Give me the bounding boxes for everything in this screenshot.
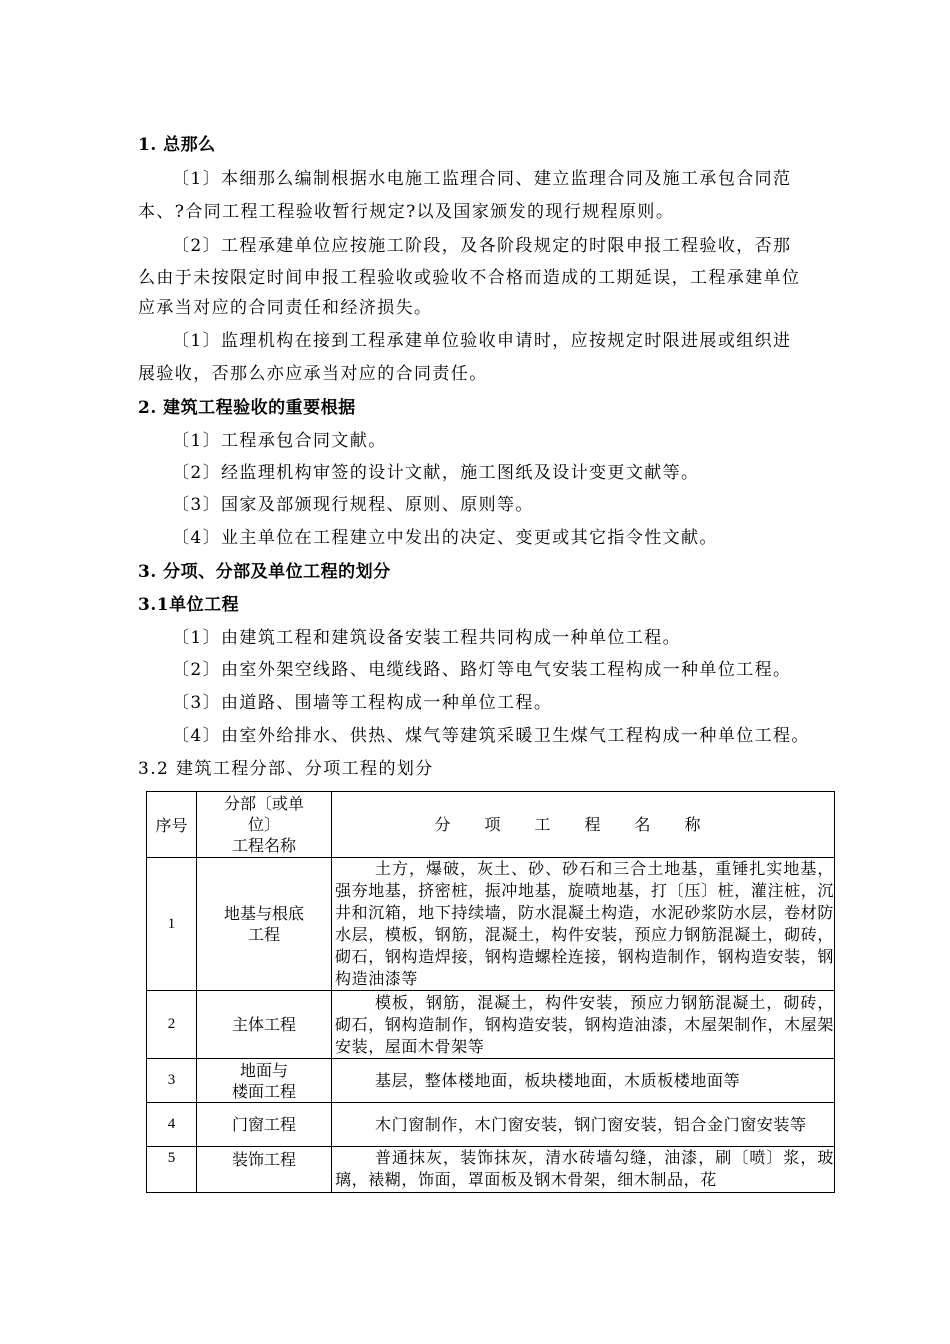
row-no: 2 bbox=[147, 991, 197, 1059]
row-division-line: 门窗工程 bbox=[231, 1115, 296, 1134]
paragraph-line: 〔1〕本细那么编制根据水电施工监理合同、建立监理合同及施工承包合同范 bbox=[172, 169, 792, 189]
row-division-line: 工程 bbox=[247, 925, 280, 944]
row-no: 5 bbox=[147, 1147, 197, 1193]
section-3-2-title: 3.2 建筑工程分部、分项工程的划分 bbox=[138, 759, 434, 779]
section-3-1-title: 3.1单位工程 bbox=[138, 595, 240, 615]
list-item: 〔3〕国家及部颁现行规程、原则、原则等。 bbox=[172, 495, 534, 515]
table-header-row bbox=[147, 792, 835, 858]
section-1-title: 1. 总那么 bbox=[138, 135, 216, 155]
row-division-line: 主体工程 bbox=[231, 1015, 296, 1034]
row-items-text: 基层，整体楼地面，板块楼地面，木质板楼地面等 bbox=[375, 1070, 741, 1090]
row-division bbox=[197, 1147, 332, 1193]
paragraph-line: 〔2〕工程承建单位应按施工阶段，及各阶段规定的时限申报工程验收，否那 bbox=[172, 236, 792, 256]
row-division-line: 装饰工程 bbox=[231, 1150, 296, 1169]
paragraph-line: 本、?合同工程工程验收暂行规定?以及国家颁发的现行规程原则。 bbox=[138, 202, 675, 222]
paragraph-line: 么由于未按限定时间申报工程验收或验收不合格而造成的工期延误，工程承建单位 bbox=[138, 268, 801, 288]
row-items bbox=[332, 1103, 835, 1147]
table-row bbox=[147, 1059, 835, 1103]
list-item: 〔3〕由道路、围墙等工程构成一种单位工程。 bbox=[172, 693, 553, 713]
list-item: 〔4〕由室外给排水、供热、煤气等建筑采暖卫生煤气工程构成一种单位工程。 bbox=[172, 726, 810, 746]
table-row bbox=[147, 858, 835, 991]
row-items-text: 模板，钢筋，混凝土，构件安装，预应力钢筋混凝土，砌砖，砌石，钢构造制作，钢构造安装，钢构造油漆，木屋架制作，木屋架安装，屋面木骨架等 bbox=[335, 992, 834, 1056]
paragraph-line: 应承当对应的合同责任和经济损失。 bbox=[138, 298, 433, 318]
row-no: 4 bbox=[147, 1103, 197, 1147]
list-item: 〔2〕经监理机构审签的设计文献，施工图纸及设计变更文献等。 bbox=[172, 463, 700, 483]
header-no: 序号 bbox=[147, 792, 197, 858]
row-items bbox=[332, 858, 835, 991]
header-items: 分项工程名称 bbox=[332, 792, 835, 858]
section-2-title: 2. 建筑工程验收的重要根据 bbox=[138, 398, 356, 418]
header-division-line: 工程名称 bbox=[231, 836, 296, 855]
row-items-text: 土方，爆破，灰土、砂、砂石和三合土地基，重锤扎实地基，强夯地基，挤密桩，振冲地基，旋喷地基，打〔压〕桩，灌注桩，沉井和沉箱，地下持续墙，防水混凝土构造，水泥砂浆防水层，卷材防水层，模板，钢筋，混凝土，构件安装，预应力钢筋混凝土，砌砖，砌石，钢构造焊接，钢构造螺栓连接，钢构造制作，钢构造安装，钢构造油漆等 bbox=[335, 859, 834, 988]
row-no: 3 bbox=[147, 1059, 197, 1103]
list-item: 〔1〕由建筑工程和建筑设备安装工程共同构成一种单位工程。 bbox=[172, 628, 682, 648]
row-items bbox=[332, 1059, 835, 1103]
header-division-line: 位〕 bbox=[247, 815, 280, 834]
row-division-line: 地面与 bbox=[239, 1060, 288, 1080]
list-item: 〔2〕由室外架空线路、电缆线路、路灯等电气安装工程构成一种单位工程。 bbox=[172, 660, 792, 680]
row-items-text: 木门窗制作，木门窗安装，钢门窗安装，铝合金门窗安装等 bbox=[375, 1114, 807, 1134]
list-item: 〔4〕业主单位在工程建立中发出的决定、变更或其它指令性文献。 bbox=[172, 528, 718, 548]
row-division bbox=[197, 991, 332, 1059]
row-division-line: 地基与根底 bbox=[223, 904, 304, 923]
table-row bbox=[147, 1147, 835, 1193]
division-table bbox=[146, 791, 835, 1193]
row-no: 1 bbox=[147, 858, 197, 991]
header-division-line: 分部〔或单 bbox=[223, 794, 304, 813]
table-row bbox=[147, 1103, 835, 1147]
paragraph-line: 展验收，否那么亦应承当对应的合同责任。 bbox=[138, 364, 488, 384]
row-division-line: 楼面工程 bbox=[231, 1081, 296, 1101]
table-row bbox=[147, 991, 835, 1059]
row-items bbox=[332, 991, 835, 1059]
header-division bbox=[197, 792, 332, 858]
list-item: 〔1〕工程承包合同文献。 bbox=[172, 431, 387, 451]
paragraph-line: 〔1〕监理机构在接到工程承建单位验收申请时，应按规定时限进展或组织进 bbox=[172, 331, 792, 351]
row-items-text: 普通抹灰，装饰抹灰，清水砖墙勾缝，油漆，刷〔喷〕浆，玻璃，裱糊，饰面，罩面板及钢木骨架，细木制品，花 bbox=[335, 1148, 834, 1189]
section-3-title: 3. 分项、分部及单位工程的划分 bbox=[138, 562, 391, 582]
row-items bbox=[332, 1147, 835, 1193]
row-division bbox=[197, 858, 332, 991]
row-division bbox=[197, 1059, 332, 1103]
row-division bbox=[197, 1103, 332, 1147]
